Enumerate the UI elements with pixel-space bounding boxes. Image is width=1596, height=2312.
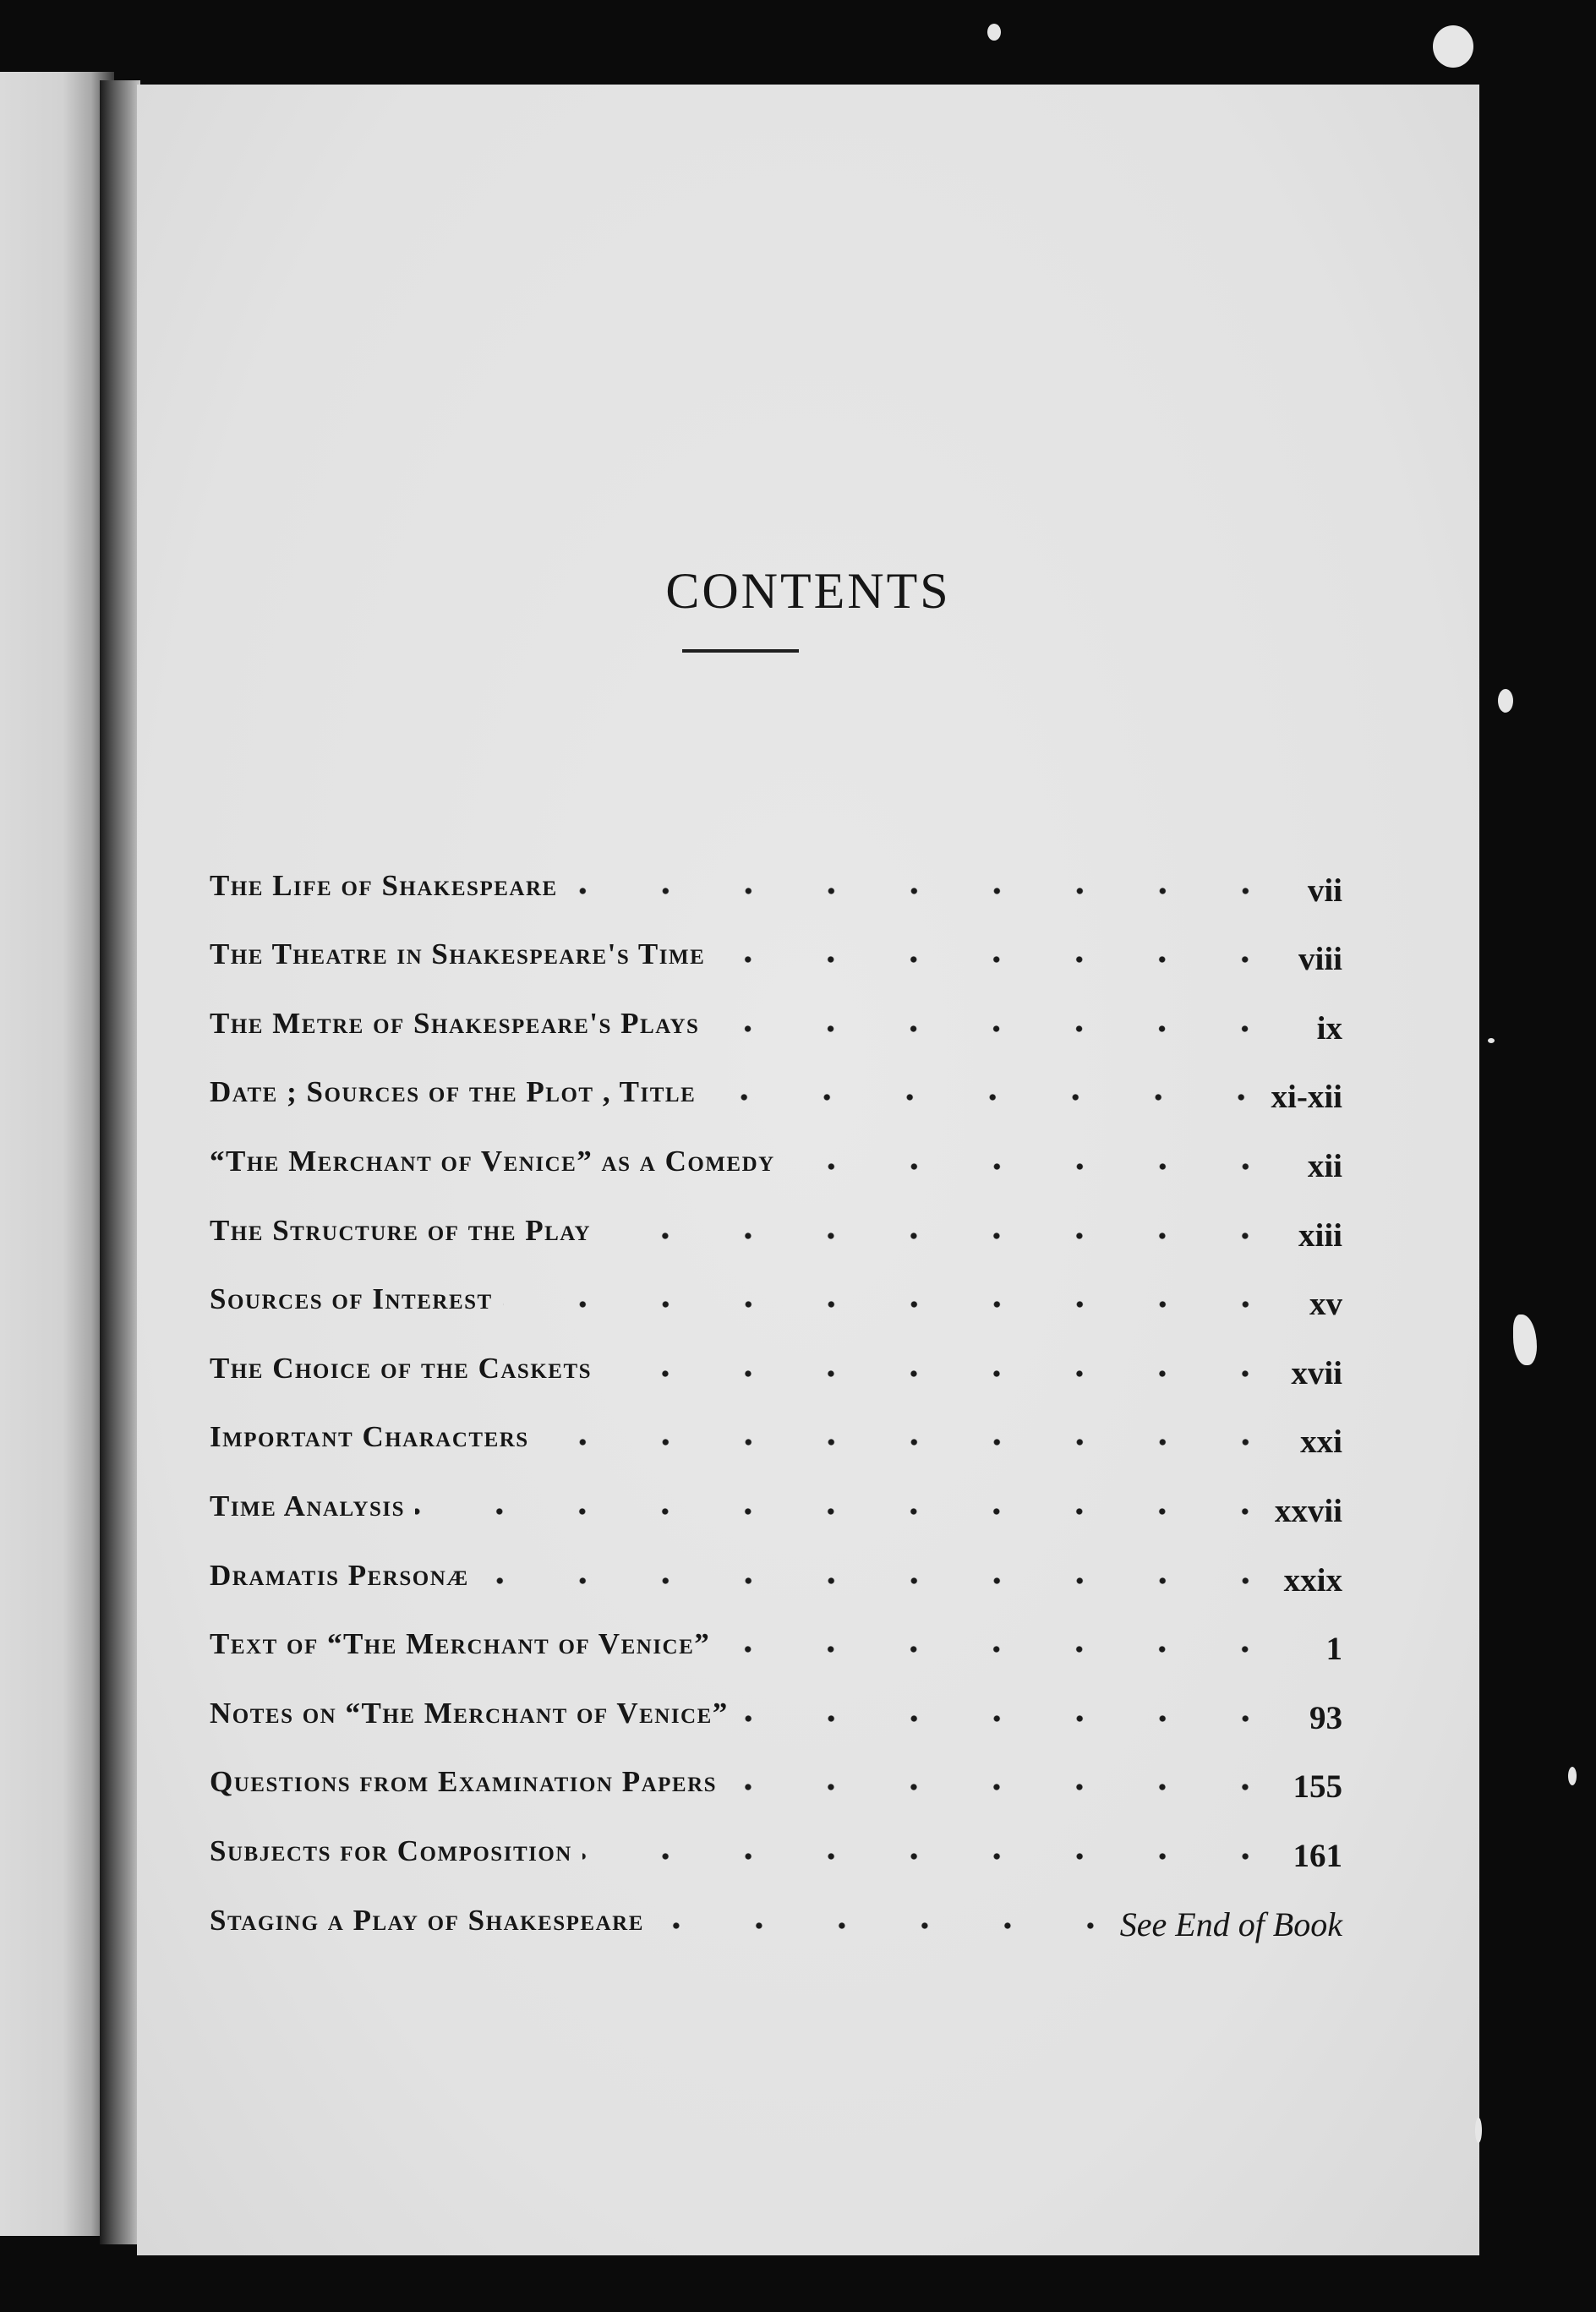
toc-entry <box>210 1811 1342 1880</box>
toc-entry-page: See End of Book <box>1119 1905 1342 1943</box>
scan-speck <box>1475 2118 1482 2143</box>
toc-entry <box>210 1328 1342 1397</box>
toc-entry-title: The Choice of the Caskets <box>210 1351 593 1385</box>
toc-entry-title: Important Characters <box>210 1420 529 1454</box>
dot-leader <box>720 1632 1270 1666</box>
toc-entry-page: xxix <box>1283 1561 1342 1599</box>
toc-entry-title: The Life of Shakespeare <box>210 868 558 902</box>
toc-entry-title: Questions from Examination Papers <box>210 1765 718 1799</box>
toc-entry-title: Dramatis Personæ <box>210 1558 469 1592</box>
toc-entry-title: Staging a Play of Shakespeare <box>210 1903 644 1937</box>
toc-entry-title: The Structure of the Play <box>210 1213 592 1247</box>
dot-leader <box>602 1357 1270 1391</box>
toc-entry-page: viii <box>1298 941 1342 978</box>
toc-entry <box>210 1880 1342 1949</box>
toc-entry-title: The Metre of Shakespeare's Plays <box>210 1006 700 1040</box>
toc-entry-title: The Theatre in Shakespeare's Time <box>210 937 706 971</box>
toc-entry-page: xiii <box>1298 1216 1342 1254</box>
toc-entry-title: Date ; Sources of the Plot , Title <box>210 1075 697 1109</box>
toc-entry <box>210 1466 1342 1535</box>
scan-speck <box>1568 1767 1577 1785</box>
facing-page-edge <box>0 72 114 2236</box>
dot-leader <box>706 1080 1265 1114</box>
toc-entry-page: xxi <box>1300 1424 1342 1461</box>
dot-leader <box>709 1012 1270 1046</box>
scan-speck <box>1488 1038 1495 1043</box>
toc-entry-title: “The Merchant of Venice” as a Comedy <box>210 1144 775 1178</box>
dot-leader <box>654 1909 1115 1943</box>
dot-leader <box>727 1770 1270 1804</box>
toc-entry <box>210 1121 1342 1190</box>
toc-entry-page: 161 <box>1293 1837 1342 1874</box>
toc-entry-page: xxvii <box>1274 1492 1342 1529</box>
toc-entry-page: 1 <box>1325 1631 1342 1668</box>
book-spine-shadow <box>100 80 140 2244</box>
toc-entry-title: Time Analysis <box>210 1489 406 1522</box>
dot-leader <box>539 1425 1270 1459</box>
scan-speck <box>1513 1315 1537 1365</box>
toc-entry <box>210 1742 1342 1812</box>
toc-entry-title: Text of “The Merchant of Venice” <box>210 1627 711 1661</box>
title-rule <box>682 649 799 653</box>
toc-entry <box>210 915 1342 984</box>
toc-entry <box>210 1190 1342 1260</box>
toc-entry-title: Sources of Interest <box>210 1282 493 1316</box>
toc-entry-page: xii <box>1307 1147 1342 1184</box>
toc-entry <box>210 1604 1342 1674</box>
toc-entry-page: ix <box>1316 1009 1342 1047</box>
scan-speck <box>1498 689 1513 713</box>
dot-leader <box>415 1495 1270 1528</box>
contents-page <box>137 85 1479 2255</box>
dot-leader <box>582 1839 1270 1873</box>
toc-entry-page: 93 <box>1309 1699 1342 1736</box>
dot-leader <box>785 1150 1270 1183</box>
toc-entry <box>210 1673 1342 1742</box>
dot-leader <box>479 1564 1270 1598</box>
toc-entry <box>210 1260 1342 1329</box>
toc-entry <box>210 1052 1342 1122</box>
toc-entry <box>210 983 1342 1052</box>
scan-speck <box>1433 25 1473 68</box>
toc-entry-page: 155 <box>1293 1768 1342 1806</box>
toc-entry <box>210 845 1342 915</box>
toc-entry-page: xv <box>1309 1286 1342 1323</box>
dot-leader <box>739 1702 1270 1735</box>
dot-leader <box>503 1287 1270 1321</box>
toc-entry <box>210 1397 1342 1467</box>
dot-leader <box>568 874 1270 908</box>
table-of-contents <box>210 845 1342 1949</box>
toc-entry-page: vii <box>1307 872 1342 909</box>
dot-leader <box>715 943 1270 976</box>
toc-entry-title: Subjects for Composition <box>210 1834 572 1867</box>
toc-entry-title: Notes on “The Merchant of Venice” <box>210 1696 729 1730</box>
dot-leader <box>601 1219 1270 1253</box>
toc-entry-page: xvii <box>1291 1354 1342 1391</box>
page-title: CONTENTS <box>665 563 951 620</box>
scan-speck <box>987 24 1001 41</box>
toc-entry-page: xi-xii <box>1271 1079 1342 1116</box>
toc-entry <box>210 1535 1342 1604</box>
